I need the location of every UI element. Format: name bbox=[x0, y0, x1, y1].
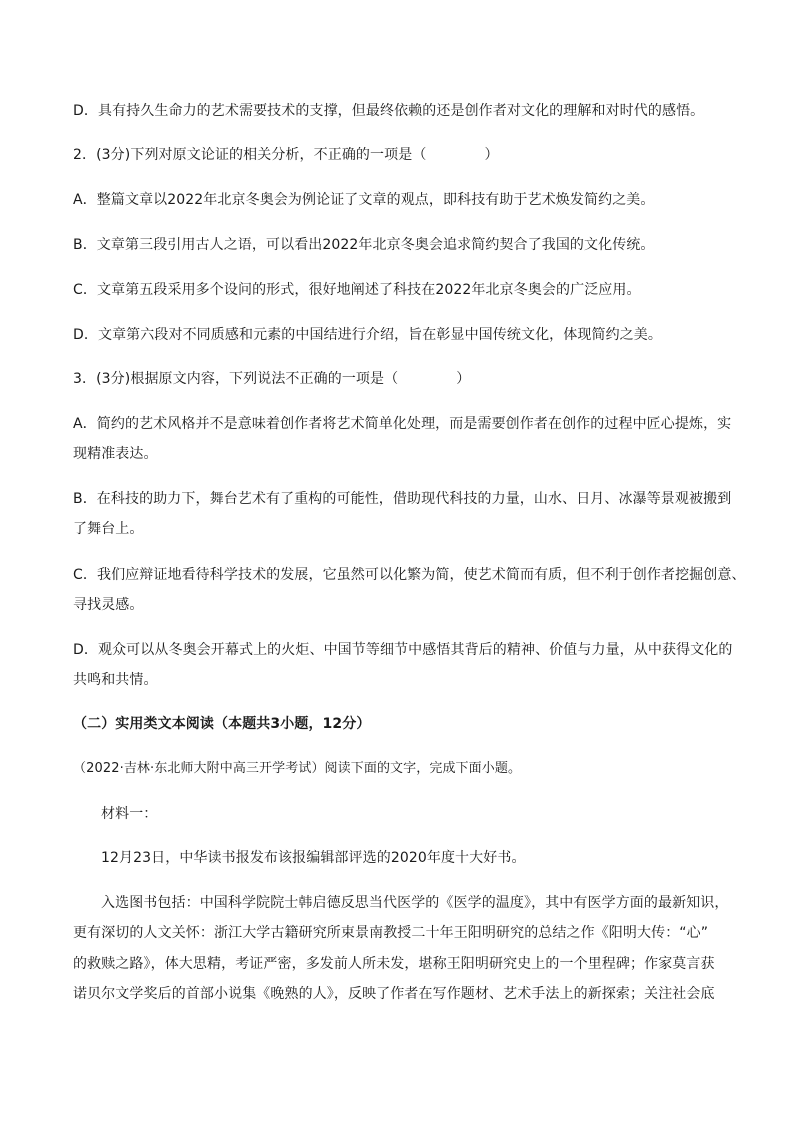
q3-option-a-line2: 现精准表达。 bbox=[73, 446, 158, 462]
question-2-stem-close: ） bbox=[484, 147, 499, 163]
q3-option-d-line2: 共鸣和共情。 bbox=[73, 672, 158, 688]
paragraph-2-line2: 更有深切的人文关怀：浙江大学古籍研究所束景南教授二十年王阳明研究的总结之作《阳明大传：“心” bbox=[73, 925, 709, 941]
material-label: 材料一： bbox=[101, 806, 158, 822]
q3-option-c-line2: 寻找灵感。 bbox=[73, 597, 144, 613]
source-note: （2022·吉林·东北师大附中高三开学考试）阅读下面的文字，完成下面小题。 bbox=[73, 761, 522, 776]
question-3-stem-close: ） bbox=[456, 371, 471, 387]
question-3-stem bbox=[73, 369, 470, 389]
question-3-stem-text: 3．(3分)根据原文内容，下列说法不正确的一项是（ bbox=[73, 371, 399, 387]
question-2-stem bbox=[73, 145, 499, 165]
paragraph-2-line4: 诺贝尔文学奖后的首部小说集《晚熟的人》，反映了作者在写作题材、艺术手法上的新探索；关注社会底 bbox=[73, 986, 715, 1002]
q3-option-a-line1: A．简约的艺术风格并不是意味着创作者将艺术简单化处理，而是需要创作者在创作的过程中匠心提炼，实 bbox=[73, 416, 732, 432]
q2-option-c: C．文章第五段采用多个设问的形式，很好地阐述了科技在2022年北京冬奥会的广泛应用。 bbox=[73, 282, 641, 298]
q2-option-d: D．文章第六段对不同质感和元素的中国结进行介绍，旨在彰显中国传统文化，体现简约之美。 bbox=[73, 327, 662, 343]
paragraph-2-line1: 入选图书包括：中国科学院院士韩启德反思当代医学的《医学的温度》，其中有医学方面的最新知识， bbox=[101, 895, 729, 911]
q3-option-c-line1: C．我们应辩证地看待科学技术的发展，它虽然可以化繁为简，使艺术简而有质，但不利于创作者挖掘创意、 bbox=[73, 567, 746, 583]
q2-option-b: B．文章第三段引用古人之语，可以看出2022年北京冬奥会追求简约契合了我国的文化传统。 bbox=[73, 237, 655, 253]
q3-option-b-line2: 了舞台上。 bbox=[73, 521, 144, 537]
q1-option-d: D．具有持久生命力的艺术需要技术的支撑，但最终依赖的还是创作者对文化的理解和对时代的感悟。 bbox=[73, 103, 705, 119]
section-heading: （二）实用类文本阅读（本题共3小题，12分） bbox=[73, 716, 371, 732]
q3-option-d-line1: D．观众可以从冬奥会开幕式上的火炬、中国节等细节中感悟其背后的精神、价值与力量，从中获得文化的 bbox=[73, 642, 733, 658]
q3-option-b-line1: B．在科技的助力下，舞台艺术有了重构的可能性，借助现代科技的力量，山水、日月、冰瀑等景观被搬到 bbox=[73, 491, 732, 507]
paragraph-1: 12月23日，中华读书报发布该报编辑部评选的2020年度十大好书。 bbox=[101, 850, 526, 866]
paragraph-2-line3: 的救赎之路》，体大思精，考证严密，多发前人所未发，堪称王阳明研究史上的一个里程碑；作家莫言获 bbox=[73, 956, 715, 972]
q2-option-a: A．整篇文章以2022年北京冬奥会为例论证了文章的观点，即科技有助于艺术焕发简约之美。 bbox=[73, 192, 655, 208]
question-2-stem-text: 2．(3分)下列对原文论证的相关分析，不正确的一项是（ bbox=[73, 147, 427, 163]
